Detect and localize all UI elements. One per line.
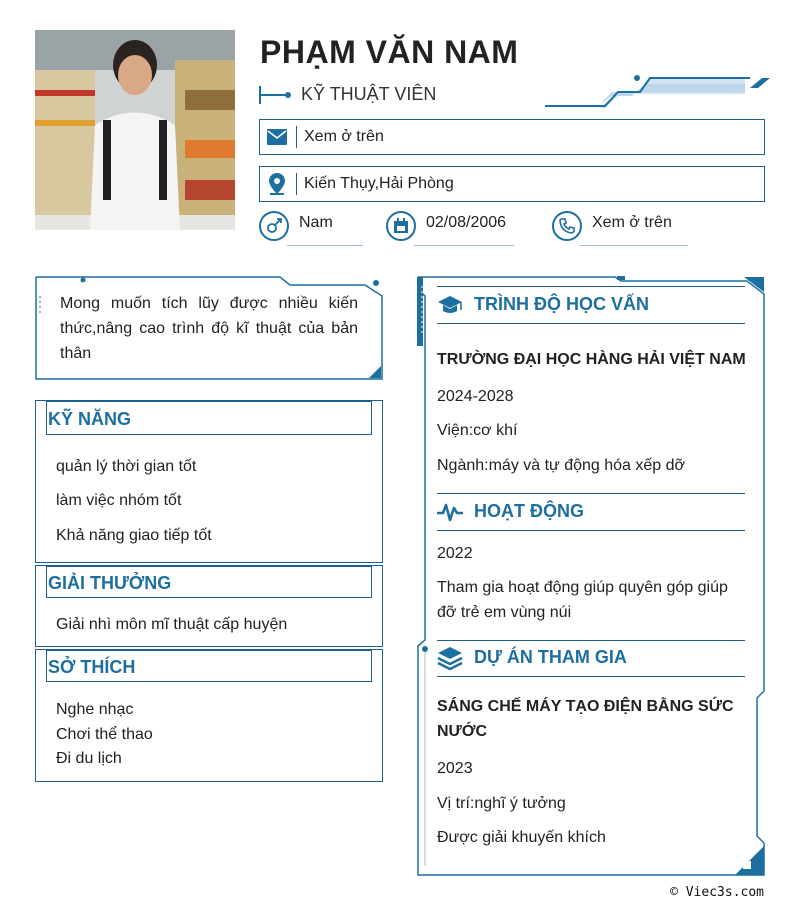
projects-rule-bottom	[437, 676, 745, 677]
project-name: SÁNG CHẾ MÁY TẠO ĐIỆN BẰNG SỨC NƯỚC	[437, 698, 734, 740]
phone-value: Xem ở trên	[592, 214, 672, 231]
skills-title: KỸ NĂNG	[48, 409, 132, 429]
award-item: Giải nhì môn mĩ thuật cấp huyện	[56, 616, 288, 633]
footer-credit: © Viec3s.com	[670, 885, 764, 900]
layers-icon	[437, 645, 463, 671]
activities-title: HOẠT ĐỘNG	[474, 501, 584, 521]
gender-value: Nam	[299, 214, 333, 231]
birthday-value: 02/08/2006	[426, 214, 507, 231]
email-separator	[296, 126, 297, 148]
projects-title: DỰ ÁN THAM GIA	[474, 647, 627, 667]
phone-icon	[552, 211, 582, 241]
address-row	[259, 166, 765, 202]
graduation-cap-icon	[437, 293, 463, 317]
phone-item	[552, 211, 692, 251]
skill-item: làm việc nhóm tốt	[56, 492, 182, 509]
hobbies-title: SỞ THÍCH	[48, 657, 136, 677]
objective-text: Mong muốn tích lũy được nhiều kiến thức,nâng cao trình độ kĩ thuật của bản thân	[60, 295, 358, 362]
education-years: 2024-2028	[437, 388, 514, 405]
address-separator	[296, 173, 297, 195]
hobby-item: Nghe nhạc	[56, 701, 134, 718]
education-rule-bottom	[437, 323, 745, 324]
envelope-icon	[260, 120, 294, 154]
skill-item: quản lý thời gian tốt	[56, 458, 197, 475]
profile-photo	[35, 30, 235, 230]
awards-title-box	[46, 566, 372, 598]
education-title: TRÌNH ĐỘ HỌC VẤN	[474, 294, 649, 314]
hobbies-section	[35, 649, 383, 782]
objective-card	[35, 276, 383, 380]
location-pin-icon	[260, 167, 294, 201]
job-title: KỸ THUẬT VIÊN	[301, 84, 437, 104]
education-school: TRƯỜNG ĐẠI HỌC HÀNG HẢI VIỆT NAM	[437, 351, 746, 368]
candidate-name: PHẠM VĂN NAM	[260, 34, 519, 70]
gender-item	[259, 211, 369, 251]
right-panel-frame	[417, 276, 765, 876]
skills-section	[35, 400, 383, 563]
activities-year: 2022	[437, 545, 473, 562]
project-award: Được giải khuyến khích	[437, 829, 606, 846]
skills-title-box	[46, 401, 372, 435]
gender-underline	[287, 245, 363, 246]
education-faculty: Viện:cơ khí	[437, 422, 518, 439]
projects-rule-top	[437, 640, 745, 641]
activities-rule-top	[437, 493, 745, 494]
activities-rule-bottom	[437, 530, 745, 531]
hobby-item: Chơi thể thao	[56, 726, 153, 743]
project-role: Vị trí:nghĩ ý tưởng	[437, 795, 566, 812]
job-title-marker	[259, 86, 291, 104]
address-value: Kiến Thụy,Hải Phòng	[304, 175, 454, 192]
activities-description: Tham gia hoạt động giúp quyên góp giúp đỡ trẻ em vùng núi	[437, 579, 728, 621]
birthday-item	[386, 211, 516, 251]
heartbeat-icon	[437, 501, 463, 523]
education-major: Ngành:máy và tự động hóa xếp dỡ	[437, 457, 686, 474]
gender-icon	[259, 211, 289, 241]
hobby-item: Đi du lịch	[56, 750, 122, 767]
header-decoration	[540, 74, 770, 114]
awards-title: GIẢI THƯỞNG	[48, 573, 172, 593]
phone-underline	[580, 245, 688, 246]
project-year: 2023	[437, 760, 473, 777]
hobbies-title-box	[46, 650, 372, 682]
education-rule-top	[437, 286, 745, 287]
calendar-icon	[386, 211, 416, 241]
email-value: Xem ở trên	[304, 128, 384, 145]
birthday-underline	[414, 245, 514, 246]
email-row	[259, 119, 765, 155]
skill-item: Khả năng giao tiếp tốt	[56, 527, 212, 544]
awards-section	[35, 565, 383, 647]
